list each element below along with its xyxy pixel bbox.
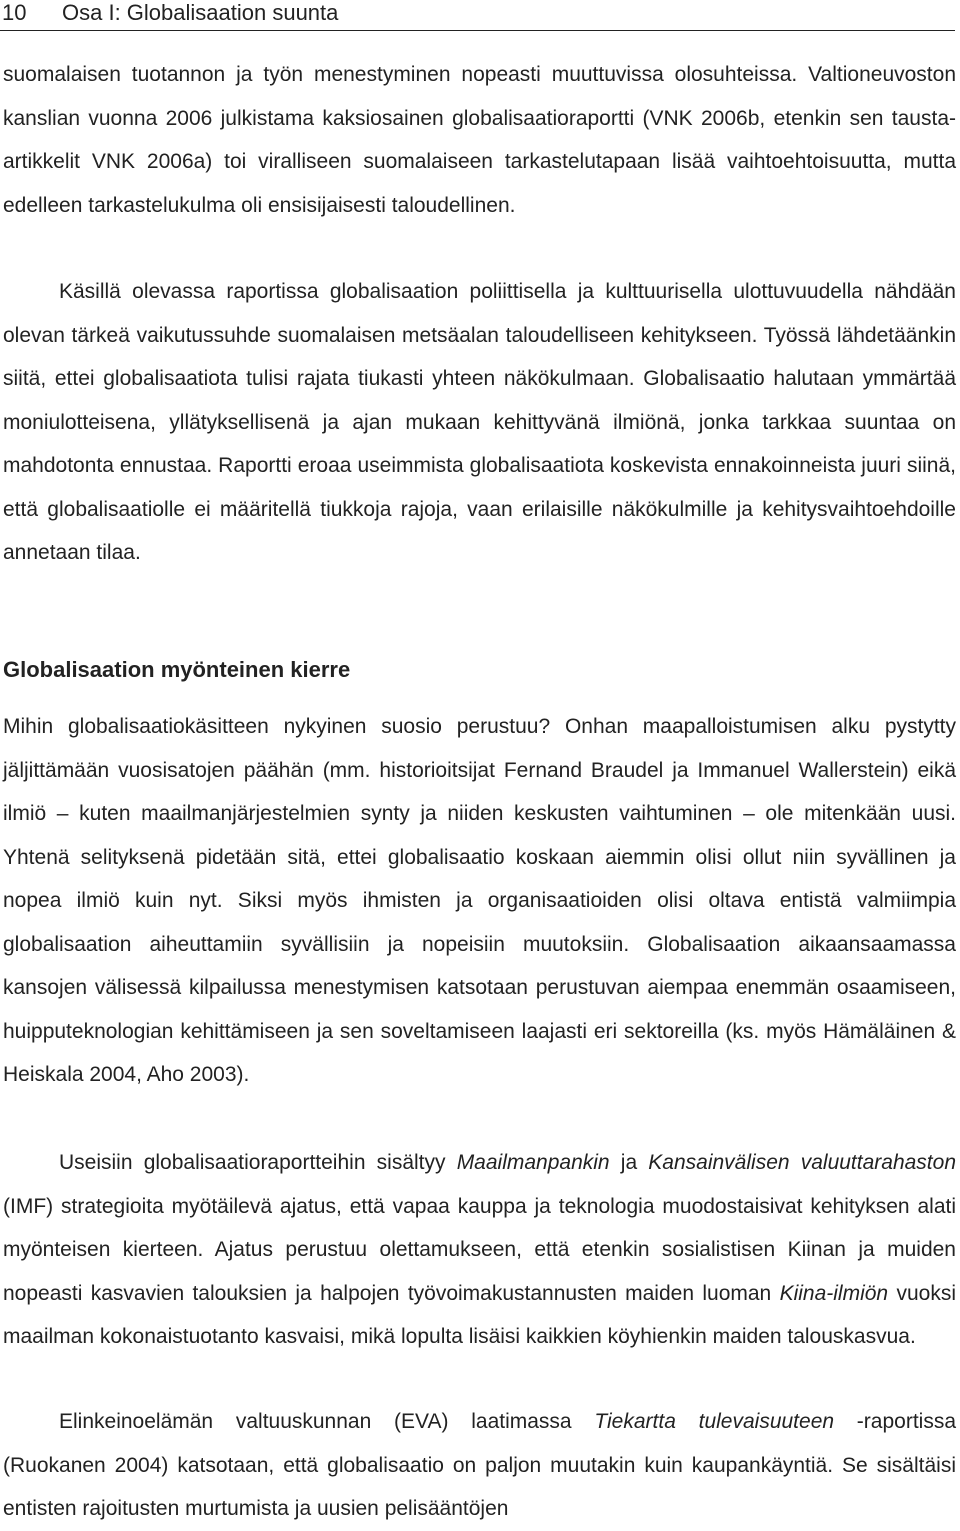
paragraph-3: Mihin globalisaatiokäsitteen nykyinen suosio perustuu? Onhan maapalloistumisen alku pystytty jäljittämään vuosisatojen päähän (mm. historioitsijat Fernand Braudel ja Immanuel Wallerstein) eikä ilmiö – kuten maailmanjärjestelmien synty ja niiden keskusten vaihtuminen – ole mitenkään uusi. Yhtenä selityksenä pidetään sitä, ettei globalisaatio koskaan aiemmin olisi ollut niin syvällinen ja nopea ilmiö kuin nyt. Siksi myös ihmisten ja organisaatioiden olisi oltava entistä valmiimpia globalisaation aiheuttamiin syvällisiin ja nopeisiin muutoksiin. Globalisaation aikaansaamassa kansojen välisessä kilpailussa menestymisen katsotaan perustuvan aiempaa enemmän osaamiseen, huipputeknologian kehittämiseen ja sen soveltamiseen laajasti eri sektoreilla (ks. myös Hämäläinen & Heiskala 2004, Aho 2003). (3, 715, 956, 1086)
p4-italic-1: Maailmanpankin (456, 1151, 610, 1174)
p4-text-4: vuoksi maailman kokonaistuotanto kasvaisi, mikä lopulta lisäisi kaikkien köyhienkin maiden talouskasvua. (3, 1281, 956, 1348)
section-heading: Globalisaation myönteinen kierre (3, 657, 351, 682)
paragraph-2: Käsillä olevassa raportissa globalisaation poliittisella ja kulttuurisella ulottuvuudella nähdään olevan tärkeä vaikutussuhde suomalaisen metsäalan taloudelliseen kehitykseen. Työssä lähdetäänkin siitä, ettei globalisaatiota tulisi rajata tiukasti yhteen näkökulmaan. Globalisaatio halutaan ymmärtää moniulotteisena, yllätyksellisenä ja ajan mukaan kehittyvänä ilmiönä, jonka tarkkaa suuntaa on mahdotonta ennustaa. Raportti eroaa useimmista globalisaatiota koskevista ennakoinneista juuri siinä, että globalisaatiolle ei määritellä tiukkoja rajoja, vaan erilaisille näkökulmille ja kehitysvaihtoehdoille annetaan tilaa. (3, 280, 956, 564)
running-head: Osa I: Globalisaation suunta (62, 0, 339, 25)
p4-text-3: (IMF) strategioita myötäilevä ajatus, että vapaa kauppa ja teknologia muodostaisivat kehityksen alati myönteisen kierteen. Ajatus perustuu olettamukseen, että etenkin sosialistisen Kiinan ja muiden nopeasti kasvavien talouksien ja halpojen työvoimakustannusten maiden luoman (3, 1194, 956, 1305)
paragraph-4 (3, 1141, 956, 1359)
p4-italic-2: Kansainvälisen valuuttarahaston (648, 1151, 956, 1174)
page-header (0, 0, 955, 31)
p4-text-1: Useisiin globalisaatioraportteihin sisältyy (59, 1151, 457, 1174)
p5-text-2: -raportissa (Ruokanen 2004) katsotaan, että globalisaatio on paljon muutakin kuin kaupankäyntiä. Se sisältäisi entisten rajoitusten murtumista ja uusien pelisääntöjen (3, 1410, 957, 1520)
page-number: 10 (2, 0, 27, 25)
p4-italic-3: Kiina-ilmiön (779, 1281, 889, 1305)
paragraph-1: suomalaisen tuotannon ja työn menestyminen nopeasti muuttuvissa olosuhteissa. Valtioneuvoston kanslian vuonna 2006 julkistama kaksiosainen globalisaatioraportti (VNK 2006b, etenkin sen tausta-artikkelit VNK 2006a) toi viralliseen suomalaiseen tarkastelutapaan lisää vaihtoehtoisuutta, mutta edelleen tarkastelukulma oli ensisijaisesti taloudellinen. (3, 63, 956, 217)
p5-italic-1: Tiekartta tulevaisuuteen (594, 1410, 835, 1433)
paragraph-5 (3, 1400, 956, 1531)
p5-text-1: Elinkeinoelämän valtuuskunnan (EVA) laatimassa (59, 1410, 595, 1433)
p4-text-2: ja (609, 1151, 649, 1174)
